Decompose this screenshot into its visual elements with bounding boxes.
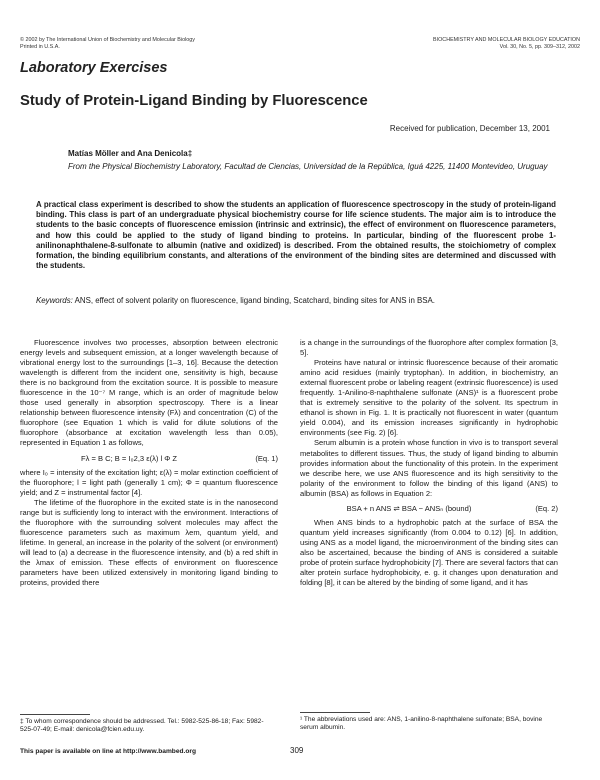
journal-name: BIOCHEMISTRY AND MOLECULAR BIOLOGY EDUCATION <box>433 37 580 43</box>
volume-info: Vol. 30, No. 5, pp. 309–312, 2002 <box>499 43 580 50</box>
paragraph: The lifetime of the fluorophore in the excited state is in the nanosecond range but is sufficiently long to interact with the environment. Interactions of the fluorophore with the surrounding solvent molecules may affect the fluorescence parameters such as maximum λem, quantum yield, and lifetime. In general, an increase in the polarity of the solvent (or environment) will lead to (a) a decrease in the fluorescence intensity, and (b) a red shift in the λmax of emission. These effects of environment on fluorescence parameters have been utilized extensively in monitoring ligand binding to proteins, provided there <box>20 497 278 588</box>
left-column <box>20 338 278 588</box>
printed-line: Printed in U.S.A. <box>20 43 60 50</box>
footer-online-note <box>20 748 196 755</box>
footnote-divider <box>300 712 370 713</box>
keywords-text: ANS, effect of solvent polarity on fluorescence, ligand binding, Scatchard, binding sites for ANS in BSA. <box>74 296 436 305</box>
equation-text: Fλ = B C; B = I₀2,3 ε(λ) l Φ Z <box>81 453 177 463</box>
authors: Matías Möller and Ana Denicola‡ <box>68 149 193 158</box>
equation-text: BSA + n ANS ⇌ BSA − ANSₙ (bound) <box>346 503 472 513</box>
abstract: A practical class experiment is described to show the students an application of fluorescence spectroscopy in the study of protein-ligand binding. This class is part of an undergraduate physical biochemistry course for life science students. The major aim is to introduce the students to the basic concepts of fluorescence emission (intrinsic and extrinsic), the effect of environment on fluorescence parameters, and how this could be applied to the study of ligand binding to proteins. In particular, binding of the fluorescent probe 1-anilinonaphthalene-8-sulfonate to albumin (native and oxidized) is described. From the obtained results, the stoichiometry of complex formation, the binding equilibrium constants, and alterations of the environment of the binding sites are determined and discussed with the students. <box>36 200 556 271</box>
keywords-label: Keywords: <box>36 296 73 305</box>
section-label: Laboratory Exercises <box>20 60 168 76</box>
right-column <box>300 338 558 588</box>
equation-number: (Eq. 2) <box>535 503 558 513</box>
paragraph: Proteins have natural or intrinsic fluorescence because of their aromatic amino acid residues (mainly tryptophan). In addition, in biochemistry, an external fluorescent probe or labeling reagent (extrinsic fluorescence) is used frequently. 1-Anilino-8-naphthalene sulfonate (ANS)¹ is a fluorescent probe that is extremely sensitive to the polarity of the solvent. Its spectrum in ethanol is shown in Fig. 1. It is practically not fluorescent in water (quantum yield 0.004), and its emission increases significantly in hydrophobic environments (see Fig. 2) [6]. <box>300 358 558 438</box>
page-number: 309 <box>290 746 304 755</box>
paragraph: Serum albumin is a protein whose function in vivo is to transport several metabolites to different tissues. Thus, the study of ligand binding to albumin provides information about the functionality of this protein. In the experiment we describe here, we use ANS fluorescence and its high sensitivity to the polarity of the environment to follow the binding of this ligand (ANS) to albumin (BSA) as follows in Equation 2: <box>300 438 558 498</box>
footnote-divider <box>20 714 90 715</box>
paragraph: When ANS binds to a hydrophobic patch at the surface of BSA the quantum yield increases significantly (from 0.004 to 0.12) [6]. In addition, using ANS as a model ligand, the microenvironment of the binding sites can also be ascertained, because the binding of ANS is considered a suitable probe of protein surface hydrophobicity [7]. There are several factors that can alter protein surface hydrophobicity, e. g. it changes upon denaturation and folding [8], it can be altered by the binding of some ligand, and it has <box>300 517 558 588</box>
journal-citation <box>320 37 580 50</box>
footnote-abbreviations: ¹ The abbreviations used are: ANS, 1-anilino-8-naphthalene sulfonate; BSA, bovine serum albumin. <box>300 716 543 732</box>
equation-2 <box>300 504 558 514</box>
received-date: Received for publication, December 13, 2001 <box>389 124 550 133</box>
footer-text: This paper is available on line at http://www.bambed.org <box>20 748 196 755</box>
equation-1 <box>20 454 278 464</box>
journal-copyright <box>20 37 280 50</box>
article-title: Study of Protein-Ligand Binding by Fluorescence <box>20 93 368 109</box>
affiliation: From the Physical Biochemistry Laboratory, Facultad de Ciencias, Universidad de la República, Iguá 4225, 11400 Montevideo, Uruguay <box>68 162 548 171</box>
paragraph: Fluorescence involves two processes, absorption between electronic energy levels and subsequent emission, at a longer wavelength because of vibrational energy lost to the surroundings [1–3, 16]. Because the detection wavelength is different from the incident one, sensitivity is high, because there is no background from the excitation source. It is possible to measure fluorescence in the 10⁻⁷ M range, which is an order of magnitude below those used generally in absorption spectroscopy. There is a linear relationship between fluorescence intensity (Fλ) and concentration (C) of the fluorophore (see Equation 1 which is valid for dilute solutions of the fluorophore (absorbance at excitation wavelength less than 0.05), represented in Equation 1 as follows, <box>20 338 278 448</box>
equation-number: (Eq. 1) <box>255 453 278 463</box>
copyright-line: © 2002 by The International Union of Biochemistry and Molecular Biology <box>20 37 195 43</box>
footnote-correspondence: ‡ To whom correspondence should be addressed. Tel.: 5982-525-86-18; Fax: 5982-525-07-49; E-mail: denicola@fcien.edu.uy. <box>20 718 264 734</box>
paragraph: where I₀ = intensity of the excitation light; ε(λ) = molar extinction coefficient of the fluorophore; l = light path (generally 1 cm); Φ = quantum fluorescence yield; and Z = instrumental factor [4]. <box>20 467 278 497</box>
keywords <box>36 296 556 306</box>
paragraph: is a change in the surroundings of the fluorophore after complex formation [3, 5]. <box>300 338 558 358</box>
